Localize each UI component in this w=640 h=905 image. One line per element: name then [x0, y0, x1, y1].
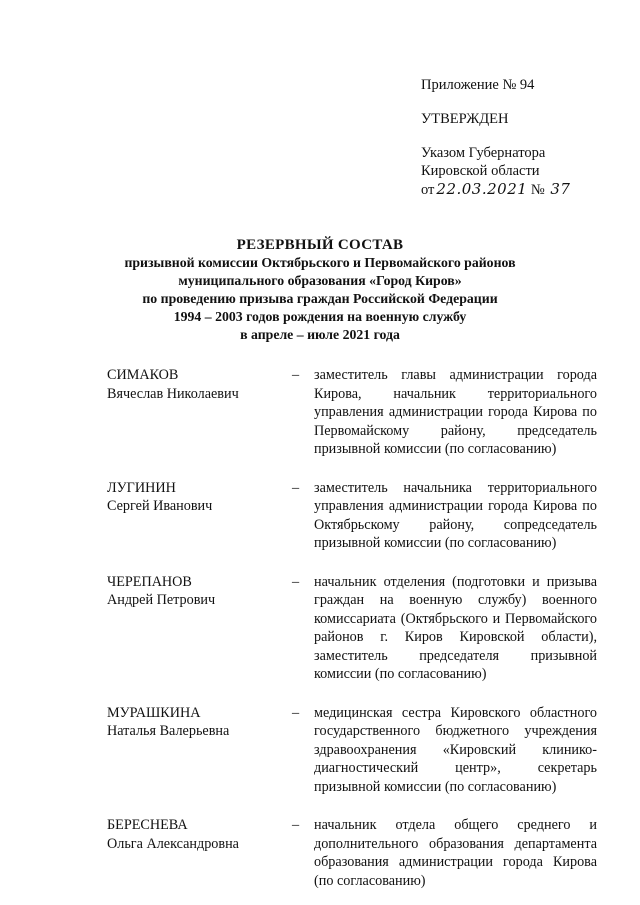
list-item — [107, 816, 597, 890]
member-dash: – — [292, 817, 300, 833]
from-label: от — [421, 182, 435, 198]
title-line-5: в апреле – июле 2021 года — [240, 327, 400, 342]
title-main: РЕЗЕРВНЫЙ СОСТАВ — [236, 237, 404, 253]
member-given-name: Андрей Петрович — [107, 592, 216, 608]
members-list — [107, 366, 597, 890]
member-surname: ЧЕРЕПАНОВ — [107, 573, 192, 590]
member-given-name: Сергей Иванович — [107, 498, 213, 514]
title-line-4: 1994 – 2003 годов рождения на военную службу — [173, 309, 467, 324]
member-dash: – — [292, 573, 300, 590]
member-dash: – — [292, 479, 300, 496]
member-surname: ЛУГИНИН — [107, 479, 176, 496]
decree-line-1: Указом Губернатора — [421, 145, 546, 161]
decree-date-number — [421, 180, 631, 199]
member-role: заместитель главы администрации города Кирова, начальник территориального управления администрации города Кирова по Первомайскому району, председатель призывной комиссии (по согласованию) — [314, 367, 597, 457]
number-label: № — [530, 182, 545, 198]
member-name — [107, 704, 287, 797]
list-item — [107, 573, 597, 684]
title-line-1: призывной комиссии Октябрьского и Первомайского районов — [124, 255, 516, 270]
member-role: начальник отдела общего среднего и дополнительного образования департамента образования администрации города Кирова (по согласованию) — [314, 817, 597, 889]
member-surname: СИМАКОВ — [107, 367, 179, 383]
member-surname: МУРАШКИНА — [107, 704, 201, 721]
member-name — [107, 573, 287, 684]
member-dash: – — [292, 367, 300, 383]
approval-block — [421, 76, 631, 199]
list-item — [107, 704, 597, 797]
list-item — [107, 479, 597, 553]
member-role: начальник отделения (подготовки и призыва граждан на военную службу) военного комиссариата (Октябрьского и Первомайского районов г. Киров Кировской области), заместитель председателя призывной комиссии (по согласованию) — [314, 573, 597, 682]
document-title — [80, 236, 560, 344]
member-given-name: Ольга Александровна — [107, 835, 239, 852]
member-name — [107, 366, 287, 459]
member-role: медицинская сестра Кировского областного государственного бюджетного учреждения здравоохранения «Кировский клинико-диагностический центр», секретарь призывной комиссии (по согласованию) — [314, 704, 597, 795]
title-line-2: муниципального образования «Город Киров» — [178, 273, 462, 288]
member-name — [107, 816, 287, 890]
member-name — [107, 479, 287, 553]
member-dash: – — [292, 704, 300, 721]
decree-line-2: Кировской области — [421, 163, 540, 179]
title-line-3: по проведению призыва граждан Российской Федерации — [142, 291, 498, 306]
list-item — [107, 366, 597, 459]
handwritten-number: 37 — [550, 180, 571, 198]
approved-label: УТВЕРЖДЕН — [421, 111, 509, 127]
member-role: заместитель начальника территориального управления администрации города Кирова по Октябрьскому району, сопредседатель призывной комиссии (по согласованию) — [314, 479, 597, 551]
member-surname: БЕРЕСНЕВА — [107, 817, 188, 833]
member-given-name: Наталья Валерьевна — [107, 723, 230, 739]
member-given-name: Вячеслав Николаевич — [107, 385, 239, 402]
appendix-number: Приложение № 94 — [421, 77, 535, 93]
handwritten-date: 22.03.2021 — [436, 180, 528, 198]
